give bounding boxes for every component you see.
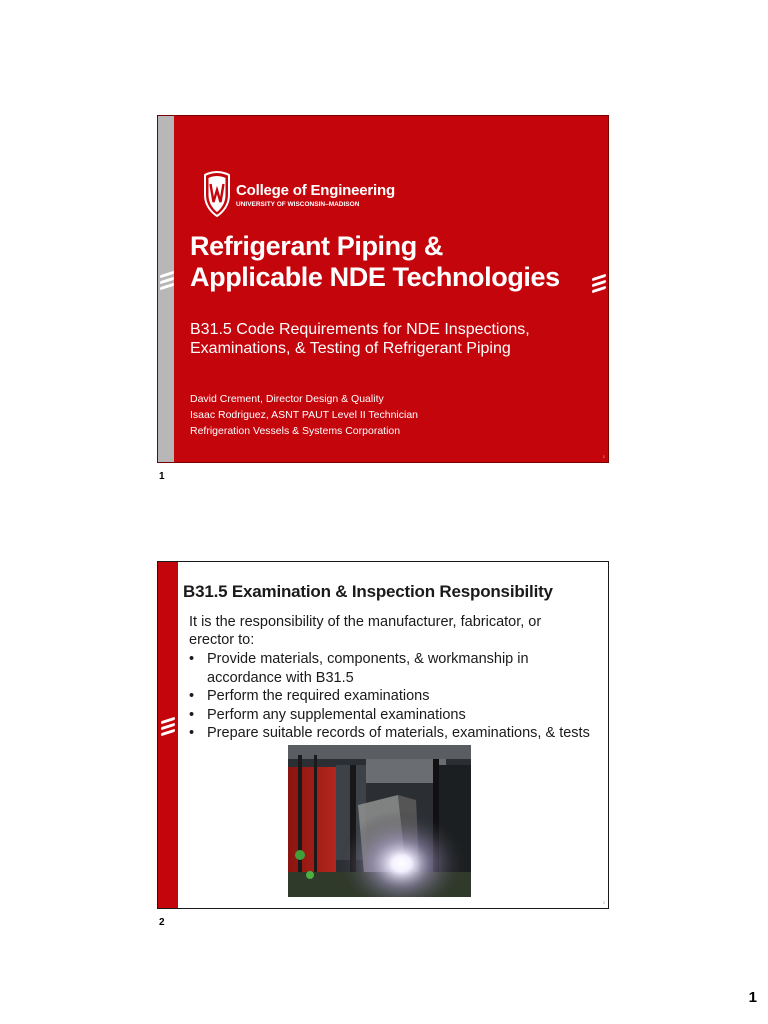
list-item: • Perform the required examinations: [189, 687, 599, 706]
slide-1: [157, 115, 609, 463]
slide-1-number: 1: [602, 454, 605, 459]
author-line: Isaac Rodriguez, ASNT PAUT Level II Technician: [190, 409, 419, 421]
slide-2-intro: It is the responsibility of the manufacturer, fabricator, or erector to:: [189, 614, 542, 648]
page-number: 1: [748, 989, 757, 1006]
stripes-icon: [160, 273, 174, 291]
author-line: Refrigeration Vessels & Systems Corporation: [190, 425, 401, 437]
subtitle-line-1: B31.5 Code Requirements for NDE Inspections,: [190, 321, 530, 338]
slide-1-subtitle: [190, 320, 600, 358]
slide-2-bullet-list: [189, 650, 599, 743]
subtitle-line-2: Examinations, & Testing of Refrigerant Piping: [190, 340, 511, 357]
slide-1-label: 1: [159, 471, 165, 482]
list-item: • Provide materials, components, & workmanship in accordance with B31.5: [189, 650, 599, 687]
welding-photo: [288, 745, 471, 897]
logo-title: College of Engineering: [236, 182, 395, 199]
uw-crest-icon: [202, 171, 232, 217]
list-item: • Prepare suitable records of materials, examinations, & tests: [189, 724, 599, 743]
slide-1-title: [190, 231, 600, 293]
slide-2-label: 2: [159, 917, 165, 928]
stripes-icon: [161, 719, 175, 737]
slide-2-number: 2: [602, 900, 605, 905]
list-item: • Perform any supplemental examinations: [189, 706, 599, 725]
slide-2: [157, 561, 609, 909]
title-line-2: Applicable NDE Technologies: [190, 262, 560, 292]
slide-1-authors: [190, 391, 600, 439]
slide-2-title: B31.5 Examination & Inspection Responsibility: [183, 582, 553, 601]
title-line-1: Refrigerant Piping &: [190, 231, 444, 261]
logo-subtitle: UNIVERSITY OF WISCONSIN–MADISON: [236, 201, 360, 208]
author-line: David Crement, Director Design & Quality: [190, 393, 384, 405]
